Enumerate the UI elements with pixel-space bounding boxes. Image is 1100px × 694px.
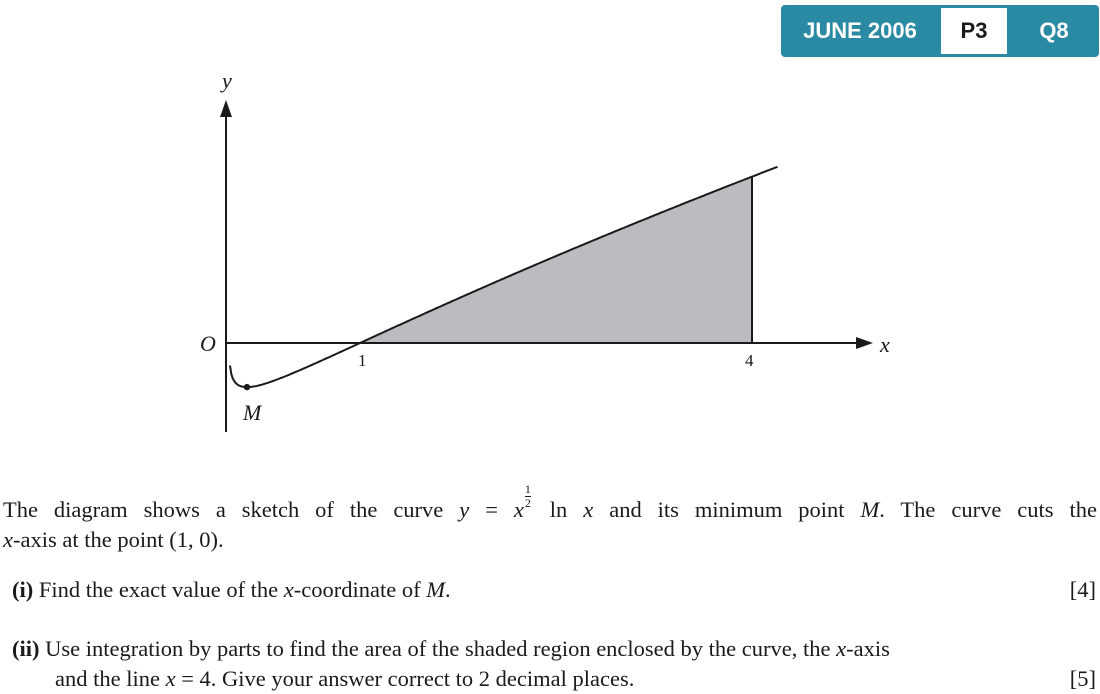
intro-line-1: The diagram shows a sketch of the curve y = x $\frac{1}{2}$ ln x and its minimum point M. The curve cuts the	[3, 482, 1097, 522]
part-i-label: (i)	[12, 577, 34, 602]
shaded-region	[360, 177, 752, 343]
paper-number: P3	[941, 8, 1007, 54]
tick-label-1: 1	[358, 351, 367, 370]
part-i-marks: [4]	[1069, 577, 1096, 602]
part-ii	[12, 634, 1096, 694]
exam-date: JUNE 2006	[803, 18, 917, 43]
part-ii-label: (ii)	[12, 636, 40, 661]
x-axis-label: x	[880, 332, 890, 357]
part-i	[12, 575, 1096, 605]
origin-label: O	[200, 331, 216, 356]
part-i-text: Find the exact value of the x-coordinate of M.	[38, 577, 451, 602]
minimum-point-label: M	[243, 400, 262, 425]
y-axis-arrow	[220, 100, 232, 117]
x-axis-arrow	[856, 337, 873, 349]
minimum-point-marker	[244, 384, 250, 390]
tick-label-4: 4	[745, 351, 754, 370]
y-axis-label: y	[222, 68, 232, 93]
part-ii-marks: [5]	[1069, 666, 1096, 691]
part-ii-text-line-1: Use integration by parts to find the area of the shaded region enclosed by the curve, the x-axis	[45, 636, 890, 661]
question-number: Q8	[1039, 18, 1069, 43]
question-intro	[3, 484, 1097, 555]
exponent-one-half: $\frac{1}{2}$	[524, 482, 531, 510]
intro-line-2: x-axis at the point (1, 0).	[3, 527, 224, 552]
part-ii-text-line-2: and the line x = 4. Give your answer correct to 2 decimal places. [5]	[12, 664, 1096, 694]
